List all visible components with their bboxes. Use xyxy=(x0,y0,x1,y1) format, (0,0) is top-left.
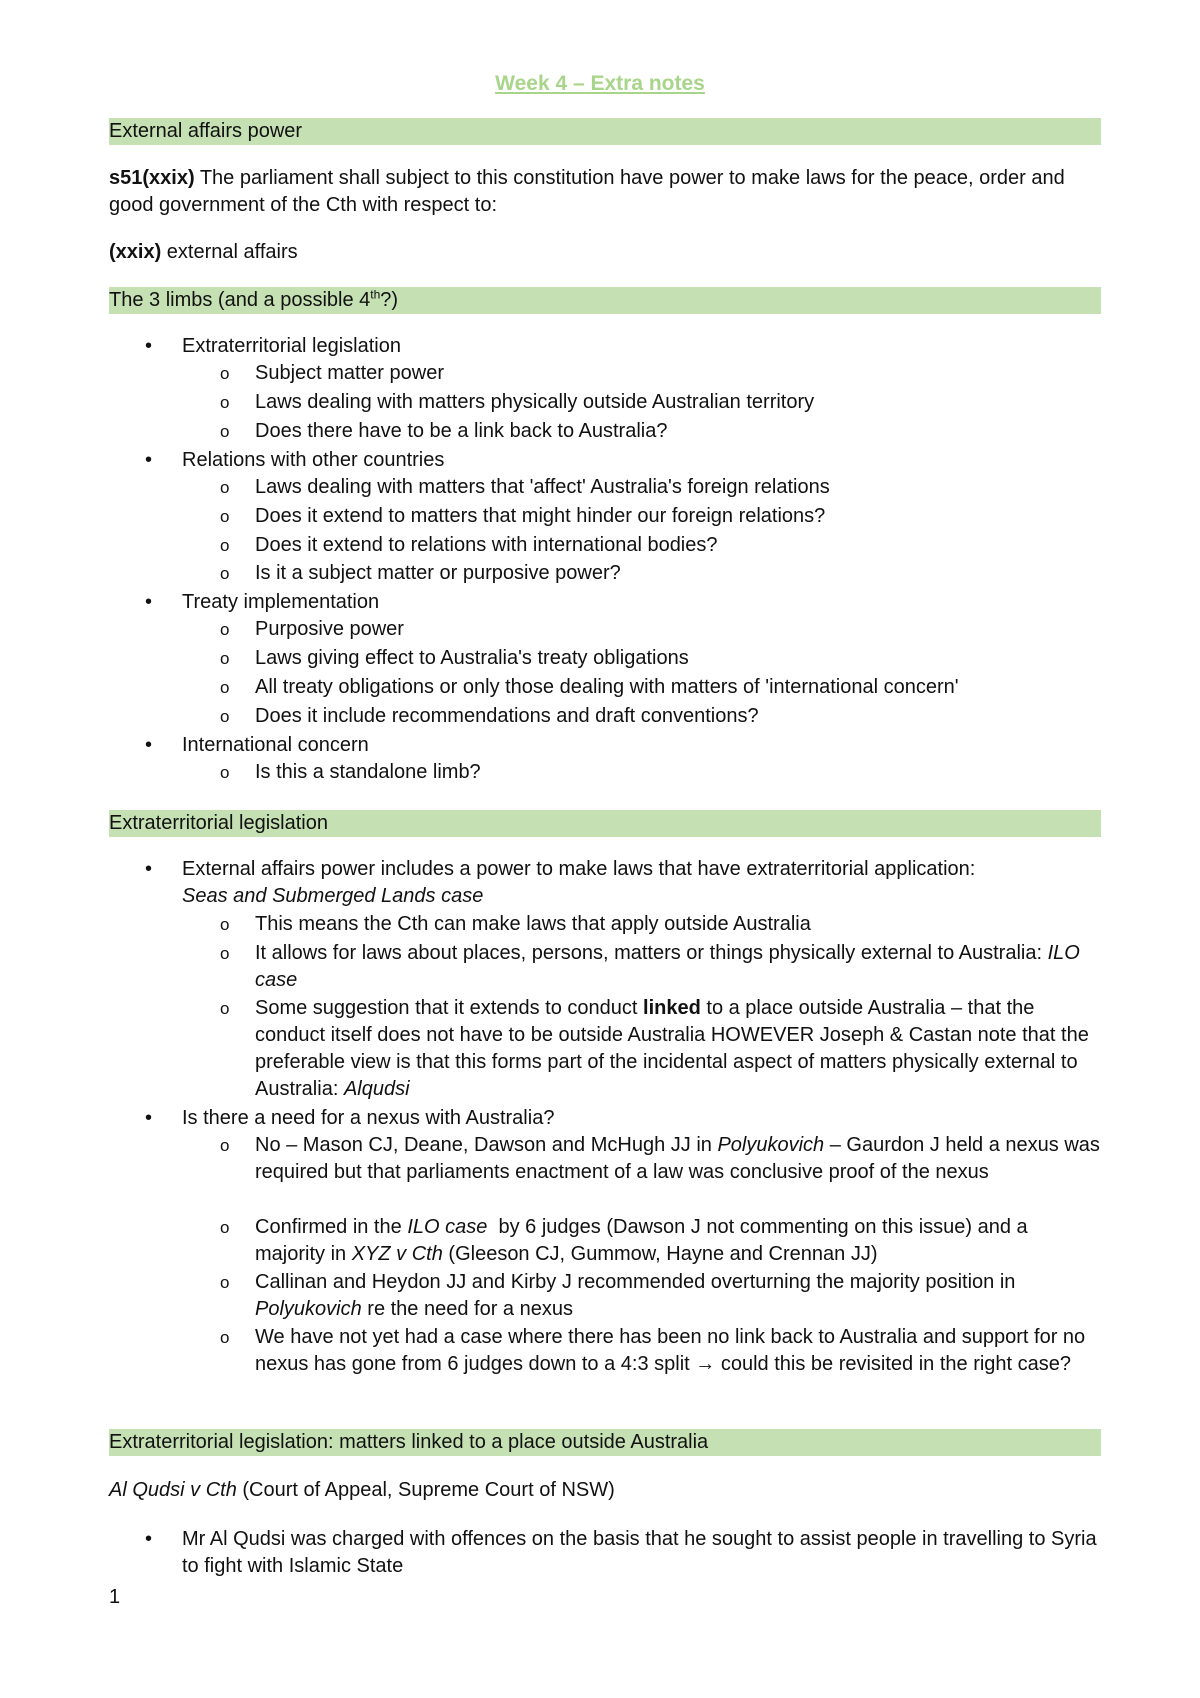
list-item: Extraterritorial legislation xyxy=(182,335,401,357)
s51-paragraph xyxy=(109,165,1101,219)
sub-bullet-icon: o xyxy=(220,944,230,963)
sub-bullet-icon: o xyxy=(220,999,230,1018)
sub-list-item xyxy=(255,940,1100,994)
sub-bullet-icon: o xyxy=(220,393,230,412)
sub-list-item-text: could this be revisited in the right case? xyxy=(720,1353,1072,1375)
sub-list-item: This means the Cth can make laws that apply outside Australia xyxy=(255,913,811,935)
heading-end: ?) xyxy=(380,289,399,311)
sub-bullet-icon: o xyxy=(220,763,230,782)
sub-list-item: Subject matter power xyxy=(255,362,444,384)
sub-list-item: Does it extend to relations with international bodies? xyxy=(255,534,718,556)
sub-bullet-icon: o xyxy=(220,422,230,441)
bullet-icon: • xyxy=(145,734,153,756)
list-item: Treaty implementation xyxy=(182,591,380,613)
bullet-icon: • xyxy=(145,449,153,471)
sub-bullet-icon: o xyxy=(220,478,230,497)
sub-list-item: Purposive power xyxy=(255,618,404,640)
case-name: Alqudsi xyxy=(343,1078,410,1100)
case-name: ILO case xyxy=(407,1216,488,1238)
list-item xyxy=(182,856,1102,910)
emphasis-text: linked xyxy=(643,997,701,1019)
sub-list-item: Laws dealing with matters that 'affect' Australia's foreign relations xyxy=(255,476,830,498)
sub-bullet-icon: o xyxy=(220,915,230,934)
sub-list-item: All treaty obligations or only those dealing with matters of 'international concern' xyxy=(255,676,959,698)
sub-bullet-icon: o xyxy=(220,1328,230,1347)
sub-list-item-text: We have not yet had a case where there has been no link back to Australia and support for no nexus has gone from 6 judges down to a 4:3 split xyxy=(255,1326,1086,1375)
sub-bullet-icon: o xyxy=(220,564,230,583)
case-name: ILO case xyxy=(255,942,1080,991)
case-heading xyxy=(109,1477,1101,1504)
list-item: Relations with other countries xyxy=(182,449,445,471)
case-name: Polyukovich xyxy=(717,1134,825,1156)
sub-list-item: Laws dealing with matters physically outside Australian territory xyxy=(255,391,815,413)
section-heading-extraterritorial: Extraterritorial legislation xyxy=(109,810,1101,837)
heading-sup: th xyxy=(370,287,381,302)
sub-list-item: Is this a standalone limb? xyxy=(255,761,481,783)
sub-bullet-icon: o xyxy=(220,1136,230,1155)
list-item: Is there a need for a nexus with Australia? xyxy=(182,1107,555,1129)
list-item: Mr Al Qudsi was charged with offences on the basis that he sought to assist people in travelling to Syria to fight with Islamic State xyxy=(182,1528,1097,1577)
sub-list-item: Does there have to be a link back to Australia? xyxy=(255,420,668,442)
court-name: (Court of Appeal, Supreme Court of NSW) xyxy=(236,1479,615,1501)
list-item: International concern xyxy=(182,734,369,756)
s51-label: s51(xxix) xyxy=(109,167,195,189)
sub-bullet-icon: o xyxy=(220,620,230,639)
sub-bullet-icon: o xyxy=(220,536,230,555)
document-title: Week 4 – Extra notes xyxy=(495,72,705,95)
sub-bullet-icon: o xyxy=(220,1218,230,1237)
sub-list-item-text: Some suggestion that it extends to conduct xyxy=(255,997,638,1019)
section-heading-external-affairs: External affairs power xyxy=(109,118,1101,145)
sub-list-item-text: (Gleeson CJ, Gummow, Hayne and Crennan JJ) xyxy=(448,1243,878,1265)
sub-list-item xyxy=(255,1324,1100,1378)
sub-list-item-text: – Gaurdon J held a nexus was required but that parliaments enactment of a law was conclusive proof of the nexus xyxy=(255,1134,1100,1183)
sub-list-item xyxy=(255,1269,1100,1323)
sub-list-item-text: No – Mason CJ, Deane, Dawson and McHugh JJ in xyxy=(255,1134,712,1156)
s51-text: The parliament shall subject to this constitution have power to make laws for the peace, order and good government of the Cth with respect to: xyxy=(109,167,1065,216)
sub-list-item: Is it a subject matter or purposive power? xyxy=(255,562,621,584)
sub-list-item: Does it include recommendations and draft conventions? xyxy=(255,705,759,727)
sub-list-item-text: Callinan and Heydon JJ and Kirby J recommended overturning the majority position in xyxy=(255,1271,1016,1293)
heading-text: The 3 limbs (and a possible 4 xyxy=(109,289,371,311)
sub-list-item xyxy=(255,1132,1100,1186)
sub-list-item-text: to a place outside Australia – that the conduct itself does not have to be outside Australia HOWEVER Joseph & Castan note that the preferable view is that this forms part of the incidental aspect of matters physically external to Australia: xyxy=(255,997,1089,1100)
xxix-text: external affairs xyxy=(161,241,298,263)
sub-bullet-icon: o xyxy=(220,364,230,383)
sub-bullet-icon: o xyxy=(220,707,230,726)
bullet-icon: • xyxy=(145,1528,153,1550)
bullet-icon: • xyxy=(145,1107,153,1129)
case-name: XYZ v Cth xyxy=(351,1243,443,1265)
sub-bullet-icon: o xyxy=(220,507,230,526)
sub-bullet-icon: o xyxy=(220,649,230,668)
list-item-text: External affairs power includes a power to make laws that have extraterritorial application: xyxy=(182,858,976,880)
sub-list-item-text: by 6 judges (Dawson J not commenting on this issue) and a majority in xyxy=(255,1216,1028,1265)
case-name: Polyukovich xyxy=(255,1298,362,1320)
sub-list-item: Does it extend to matters that might hinder our foreign relations? xyxy=(255,505,826,527)
case-name: Al Qudsi v Cth xyxy=(109,1479,237,1501)
sub-list-item xyxy=(255,1214,1100,1268)
sub-bullet-icon: o xyxy=(220,678,230,697)
sub-list-item: Laws giving effect to Australia's treaty obligations xyxy=(255,647,689,669)
bullet-icon: • xyxy=(145,335,153,357)
section-heading-linked-matters: Extraterritorial legislation: matters linked to a place outside Australia xyxy=(109,1429,1101,1456)
sub-list-item-text: It allows for laws about places, persons, matters or things physically external to Australia: xyxy=(255,942,1043,964)
case-name: Seas and Submerged Lands case xyxy=(182,885,484,907)
bullet-icon: • xyxy=(145,591,153,613)
xxix-paragraph xyxy=(109,239,1101,266)
arrow-icon: → xyxy=(695,1353,716,1375)
sub-list-item xyxy=(255,995,1100,1103)
sub-bullet-icon: o xyxy=(220,1273,230,1292)
page-number: 1 xyxy=(109,1586,121,1608)
sub-list-item-text: Confirmed in the xyxy=(255,1216,402,1238)
sub-list-item-text: re the need for a nexus xyxy=(367,1298,573,1320)
bullet-icon: • xyxy=(145,858,153,880)
xxix-label: (xxix) xyxy=(109,241,162,263)
section-heading-three-limbs xyxy=(109,287,1101,314)
